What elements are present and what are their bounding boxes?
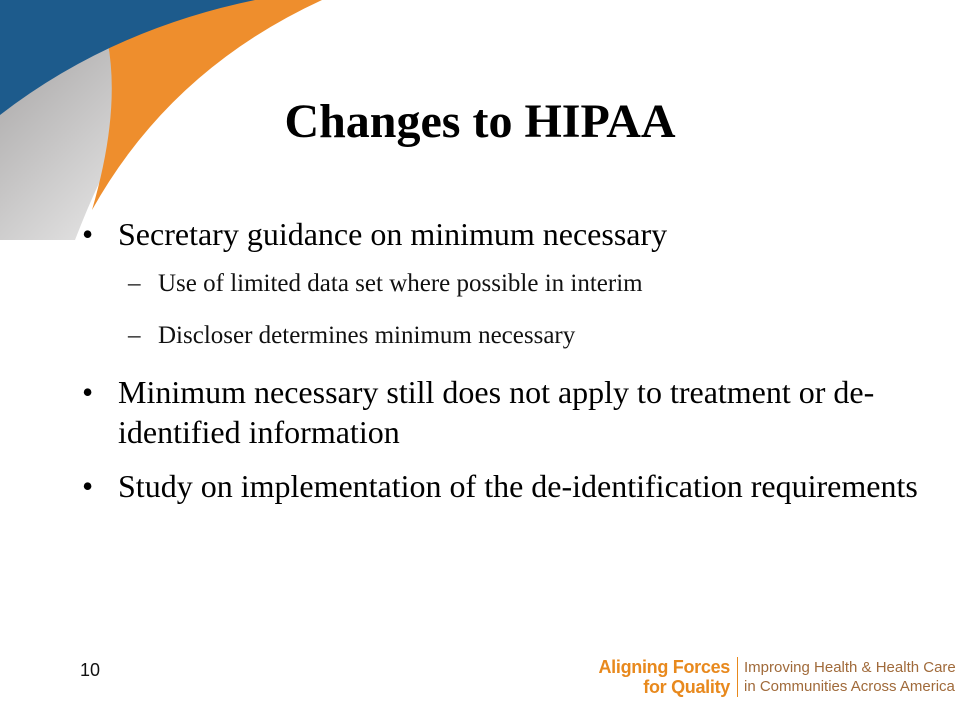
bullet-item [80, 214, 920, 254]
bullet-text: Study on implementation of the de-identification requirements [118, 468, 918, 504]
slide-title: Changes to HIPAA [284, 95, 676, 148]
logo-divider [737, 657, 738, 697]
logo-wordmark [590, 657, 730, 697]
bullet-item [80, 372, 920, 452]
logo-line-1: Aligning Forces [598, 657, 730, 677]
bullet-text: Minimum necessary still does not apply to treatment or de-identified information [118, 374, 875, 450]
sub-bullet-text: Use of limited data set where possible in interim [158, 270, 643, 297]
tagline-line-1: Improving Health & Health Care [744, 659, 956, 676]
logo-line-2: for Quality [643, 677, 730, 697]
logo-tagline [744, 658, 956, 696]
tagline-line-2: in Communities Across America [744, 678, 955, 695]
sub-bullet-text: Discloser determines minimum necessary [158, 322, 576, 349]
sub-bullet-item [80, 320, 920, 352]
dash-glyph: – [128, 322, 141, 349]
bullet-item [80, 466, 920, 506]
bullet-glyph: • [82, 374, 94, 410]
bullet-glyph: • [82, 468, 94, 504]
bullet-text: Secretary guidance on minimum necessary [118, 216, 668, 252]
page-number: 10 [80, 660, 101, 680]
bullet-glyph: • [82, 216, 94, 252]
dash-glyph: – [128, 270, 141, 297]
bullet-list [80, 214, 920, 520]
aligning-forces-logo [590, 655, 956, 701]
sub-bullet-item [80, 268, 920, 300]
